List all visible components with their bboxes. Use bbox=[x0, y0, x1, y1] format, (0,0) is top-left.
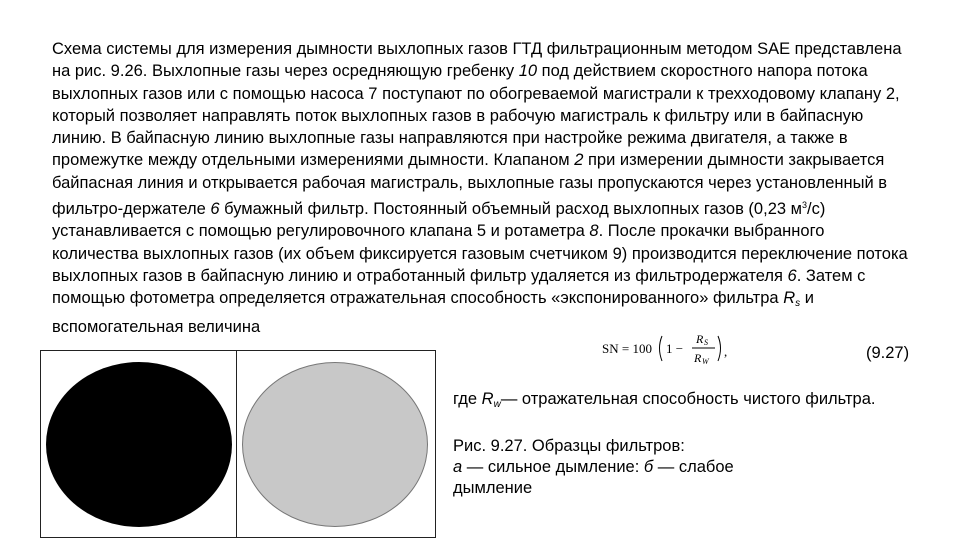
body-paragraph bbox=[52, 38, 912, 338]
caption-text-b: — слабое дымление bbox=[453, 458, 734, 497]
smoke-number-formula bbox=[600, 323, 740, 373]
paragraph-text: под действием скоростного напора потока выхлопных газов или с помощью насоса 7 поступают по обогреваемой магистрали к трехходовому клапану 2, который позволяет направлять поток выхлопных газов в рабочую магистраль к фильтру или в байпасную линию. В байпасную линию выхлопные газы направляются при настройке режима двигателя, а также в промежутке между отдельными измерениями дымности. Клапаном bbox=[52, 62, 900, 170]
formula-comma: , bbox=[724, 344, 728, 359]
filter-sample-light-smoke bbox=[236, 350, 436, 538]
paragraph-text: . После прокачки выбранного количества выхлопных газов (их объем фиксируется газовым счетчиком 9) производится переключение потока выхлопных газов в байпасную линию и отработанный фильтр удаляется из фильтродержателя bbox=[52, 222, 908, 285]
formula-numerator: R bbox=[696, 332, 704, 346]
paragraph-text: бумажный фильтр. Постоянный объемный расход выхлопных газов (0,23 м bbox=[219, 200, 802, 219]
paragraph-text: . Затем с помощью фотометра определяется отражательная способность «экспонированного» фильтра bbox=[52, 266, 866, 308]
formula-lhs: SN = 100 bbox=[602, 341, 652, 356]
where-definition bbox=[453, 390, 875, 410]
where-text: где bbox=[453, 390, 482, 408]
where-symbol-sub: w bbox=[493, 399, 501, 410]
paragraph-text: при измерении дымности закрывается байпасная линия и открывается рабочая магистраль, выхлопные газы пропускаются через установленный в фильтро-держателе bbox=[52, 151, 888, 219]
equation-number: (9.27) bbox=[866, 344, 910, 362]
paragraph-italic-ref: 10 bbox=[518, 62, 538, 81]
paragraph-italic-ref: 8 bbox=[589, 222, 599, 241]
filter-sample-heavy-smoke bbox=[40, 350, 240, 538]
figure-caption bbox=[453, 436, 783, 499]
where-text: — отражательная способность чистого фильтра. bbox=[500, 390, 876, 408]
formula-denominator-sub: W bbox=[702, 357, 709, 366]
paragraph-superscript: 3 bbox=[801, 200, 807, 211]
formula-numerator-sub: S bbox=[704, 338, 708, 347]
formula-one-minus: 1 − bbox=[666, 341, 684, 356]
paragraph-text: и вспомогательная величина bbox=[52, 289, 814, 336]
where-symbol: R bbox=[481, 390, 494, 408]
caption-title: Рис. 9.27. Образцы фильтров: bbox=[453, 437, 685, 455]
paragraph-italic-ref: 6 bbox=[210, 200, 220, 219]
paragraph-text: /с) устанавливается с помощью регулировочного клапана 5 и ротаметра bbox=[52, 200, 826, 241]
dark-filter-disc bbox=[46, 362, 232, 527]
formula-left-paren bbox=[660, 336, 663, 361]
caption-label-a: а bbox=[453, 458, 463, 476]
paragraph-italic-symbol: R bbox=[783, 289, 796, 308]
light-filter-disc bbox=[242, 362, 428, 527]
caption-text-a: — сильное дымление: bbox=[462, 458, 644, 476]
formula-denominator: R bbox=[694, 351, 702, 365]
formula-right-paren bbox=[718, 336, 721, 361]
paragraph-italic-ref: 6 bbox=[787, 266, 797, 285]
paragraph-text: Схема системы для измерения дымности выхлопных газов ГТД фильтрационным методом SAE представлена на рис. 9.26. Выхлопные газы через осредняющую гребенку bbox=[52, 40, 902, 81]
paragraph-subscript: s bbox=[795, 298, 801, 310]
caption-legend bbox=[453, 457, 783, 499]
paragraph-italic-ref: 2 bbox=[574, 151, 584, 170]
caption-label-b: б bbox=[643, 458, 654, 476]
